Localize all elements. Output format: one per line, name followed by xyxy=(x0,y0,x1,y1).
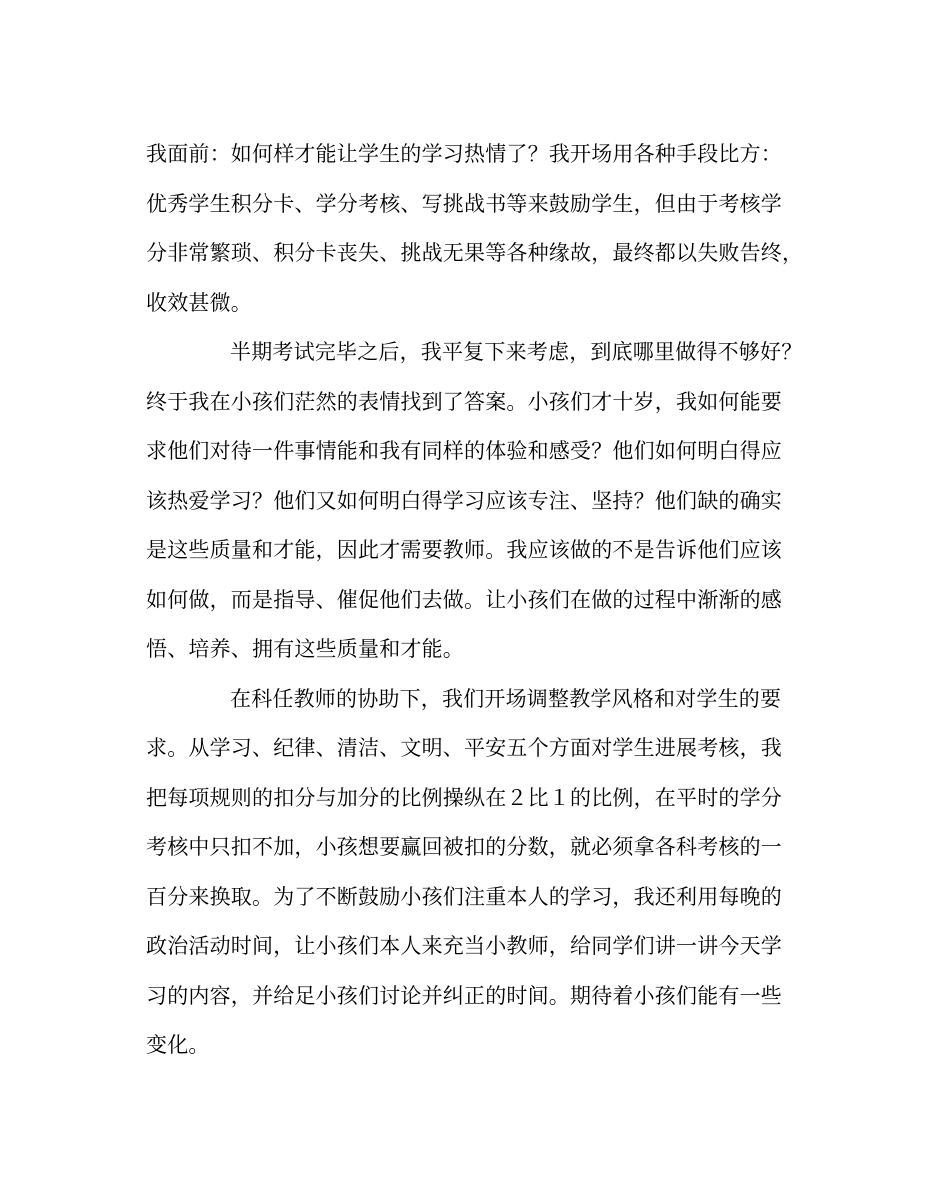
document-body xyxy=(146,130,806,1071)
paragraph-line: 变化。 xyxy=(146,1033,210,1057)
paragraph-line: 分非常繁琐、积分卡丧失、挑战无果等各种缘故，最终都以失败告终， xyxy=(146,241,804,265)
paragraph-line: 百分来换取。为了不断鼓励小孩们注重本人的学习，我还利用每晚的 xyxy=(146,884,782,909)
paragraph-line: 优秀学生积分卡、学分考核、写挑战书等来鼓励学生，但由于考核学 xyxy=(146,191,782,216)
paragraph-line: 该热爱学习？他们又如何明白得学习应该专注、坚持？他们缺的确实 xyxy=(146,488,782,513)
paragraph-line: 求他们对待一件事情能和我有同样的体验和感受？他们如何明白得应 xyxy=(146,439,782,463)
paragraph-line: 收效甚微。 xyxy=(146,290,252,315)
paragraph-first-line: 半期考试完毕之后，我平复下来考虑，到底哪里做得不够好？ xyxy=(230,340,803,364)
paragraph-first-line: 在科任教师的协助下，我们开场调整教学风格和对学生的要 xyxy=(230,686,782,711)
paragraph-line: 是这些质量和才能，因此才需要教师。我应该做的不是告诉他们应该 xyxy=(146,538,782,562)
paragraph-3 xyxy=(146,675,806,1071)
paragraph-line: 求。从学习、纪律、清洁、文明、平安五个方面对学生进展考核，我 xyxy=(146,736,782,760)
paragraph-line: 如何做，而是指导、催促他们去做。让小孩们在做的过程中渐渐的感 xyxy=(146,587,782,612)
paragraph-1 xyxy=(146,130,806,328)
paragraph-line: 终于我在小孩们茫然的表情找到了答案。小孩们才十岁，我如何能要 xyxy=(146,389,782,414)
paragraph-line: 把每项规则的扣分与加分的比例操纵在２比１的比例，在平时的学分 xyxy=(146,785,782,810)
paragraph-line: 习的内容，并给足小孩们讨论并纠正的时间。期待着小孩们能有一些 xyxy=(146,983,782,1008)
paragraph-line: 悟、培养、拥有这些质量和才能。 xyxy=(146,637,464,661)
paragraph-2 xyxy=(146,328,806,675)
paragraph-line: 我面前：如何样才能让学生的学习热情了？我开场用各种手段比方： xyxy=(146,142,782,166)
paragraph-line: 考核中只扣不加，小孩想要赢回被扣的分数，就必须拿各科考核的一 xyxy=(146,835,782,859)
paragraph-line: 政治活动时间，让小孩们本人来充当小教师，给同学们讲一讲今天学 xyxy=(146,934,782,958)
